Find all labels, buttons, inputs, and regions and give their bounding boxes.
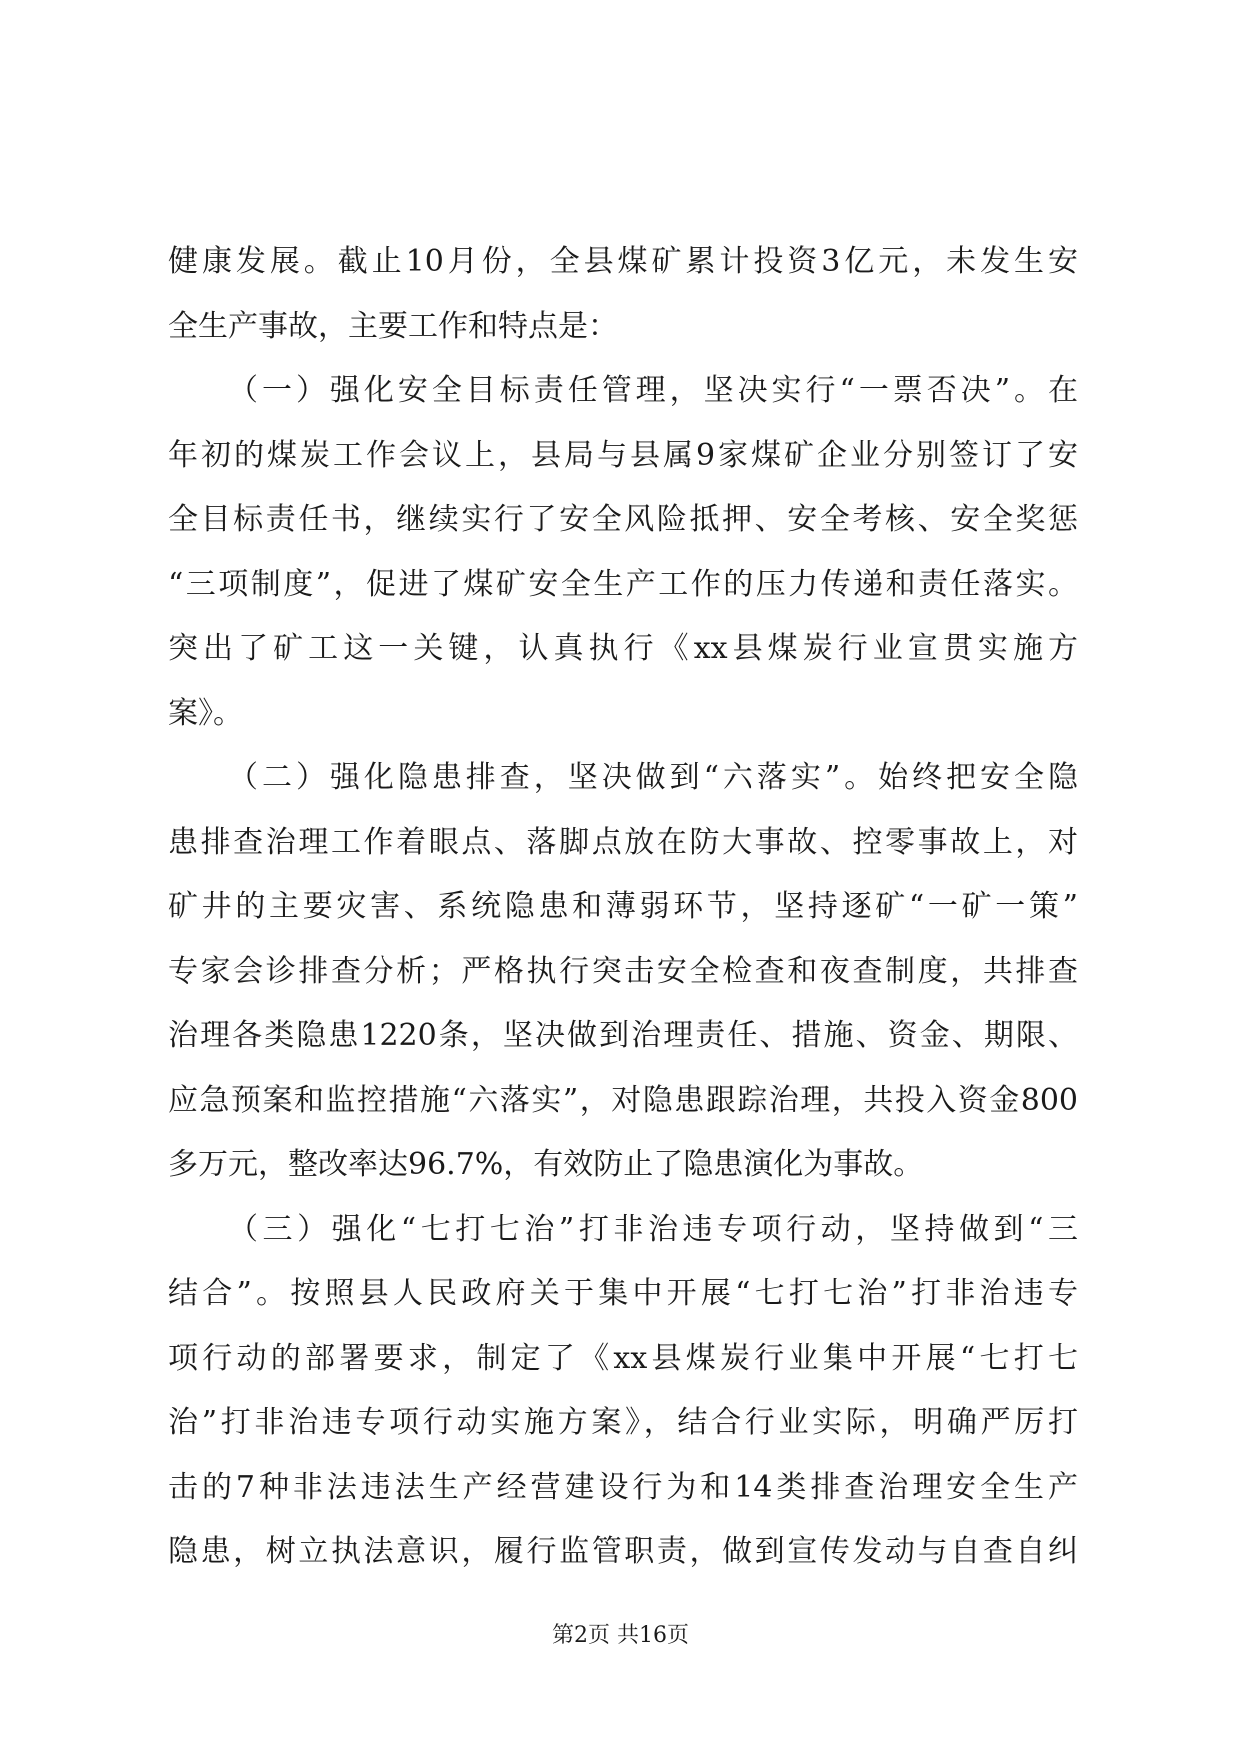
document-body (168, 230, 1078, 1585)
section-heading-line: （一）强化安全目标责任管理，坚决实行“一票否决”。在 (228, 373, 1078, 408)
text-line: 矿井的主要灾害、系统隐患和薄弱环节，坚持逐矿“一矿一策” (168, 889, 1078, 924)
text-line: 年初的煤炭工作会议上，县局与县属9家煤矿企业分别签订了安 (168, 437, 1078, 473)
text-line: 治理各类隐患1220条，坚决做到治理责任、措施、资金、期限、 (168, 1018, 1078, 1053)
page-number: 第2页 共16页 (552, 1623, 689, 1648)
text-line: 项行动的部署要求，制定了《xx县煤炭行业集中开展“七打七 (168, 1340, 1078, 1376)
text-line: 应急预案和监控措施“六落实”，对隐患跟踪治理，共投入资金800 (168, 1082, 1078, 1118)
text-line: 结合”。按照县人民政府关于集中开展“七打七治”打非治违专 (168, 1276, 1078, 1311)
text-line: 多万元，整改率达96.7%，有效防止了隐患演化为事故。 (168, 1147, 924, 1182)
text-line: “三项制度”，促进了煤矿安全生产工作的压力传递和责任落实。 (168, 566, 1078, 602)
text-line: 全生产事故，主要工作和特点是： (168, 308, 618, 344)
section-heading-line: （二）强化隐患排查，坚决做到“六落实”。始终把安全隐 (228, 760, 1078, 795)
text-line: 隐患，树立执法意识，履行监管职责，做到宣传发动与自查自纠 (168, 1534, 1078, 1569)
text-line: 治”打非治违专项行动实施方案》，结合行业实际，明确严厉打 (168, 1405, 1078, 1440)
section-heading-line: （三）强化“七打七治”打非治违专项行动，坚持做到“三 (228, 1211, 1078, 1247)
text-line: 专家会诊排查分析；严格执行突击安全检查和夜查制度，共排查 (168, 953, 1078, 989)
text-line: 突出了矿工这一关键，认真执行《xx县煤炭行业宣贯实施方 (168, 631, 1078, 666)
text-line: 全目标责任书，继续实行了安全风险抵押、安全考核、安全奖惩 (168, 502, 1078, 537)
text-line: 健康发展。截止10月份，全县煤矿累计投资3亿元，未发生安 (168, 244, 1078, 279)
text-line: 案》。 (168, 695, 243, 731)
text-line: 击的7种非法违法生产经营建设行为和14类排查治理安全生产 (168, 1469, 1078, 1505)
text-line: 患排查治理工作着眼点、落脚点放在防大事故、控零事故上，对 (168, 824, 1078, 860)
